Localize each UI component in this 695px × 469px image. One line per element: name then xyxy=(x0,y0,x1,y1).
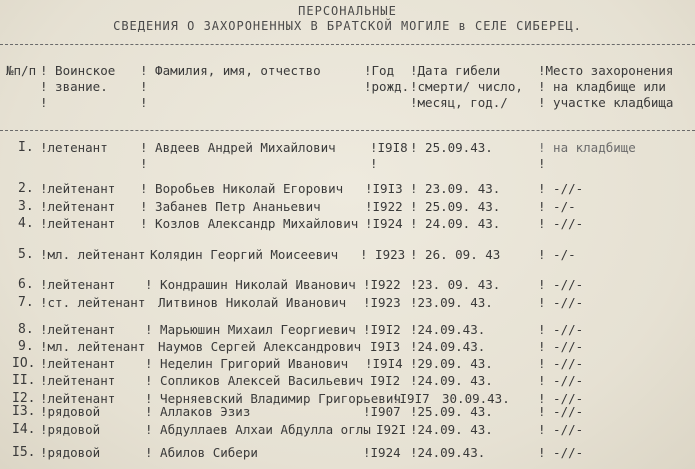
row-num: 7. xyxy=(18,295,34,310)
row-rank: !ст. лейтенант xyxy=(40,295,146,310)
row-year: !I924 xyxy=(365,216,403,231)
header-name-1: ! Фамилия, имя, отчество xyxy=(140,63,321,78)
row-rank: !лейтенант xyxy=(40,356,116,371)
row-name: ! Неделин Григорий Иванович xyxy=(145,356,349,371)
row-num: I5. xyxy=(12,445,36,460)
row-date: !23.09. 43. xyxy=(410,295,493,310)
row-year: !I9I8 xyxy=(370,140,408,155)
row-name: ! Аллаков Эзиз xyxy=(145,404,251,419)
row-num: II. xyxy=(12,373,36,388)
row-name: Колядин Георгий Моисеевич xyxy=(150,247,339,262)
row-year: !I9I3 xyxy=(365,181,403,196)
row-rank: !рядовой xyxy=(40,422,101,437)
row-num: 2. xyxy=(18,181,34,196)
row-place: ! -//- xyxy=(538,445,584,460)
row-num: 4. xyxy=(18,216,34,231)
header-place-3: ! участке кладбища xyxy=(538,95,674,110)
row-num: 8. xyxy=(18,322,34,337)
row-place: ! -//- xyxy=(538,404,584,419)
header-date-1: !Дата гибели xyxy=(410,63,501,78)
row-name: ! Забанев Петр Ананьевич xyxy=(140,199,321,214)
row-place: ! -/- xyxy=(538,247,576,262)
row-rank: !рядовой xyxy=(40,445,101,460)
row-rank: !мл. лейтенант xyxy=(40,339,146,354)
row-date: ! 25.09. 43. xyxy=(410,199,501,214)
row-year: !I9I4 xyxy=(365,356,403,371)
row-date: !24.09.43. xyxy=(410,322,486,337)
row-rank: !лейтенант xyxy=(40,391,116,406)
row-place: ! -//- xyxy=(538,339,584,354)
row-name: ! Абилов Сибери xyxy=(145,445,258,460)
row-rank: !летенант xyxy=(40,140,108,155)
row-place: ! -//- xyxy=(538,277,584,292)
row-year: !I9I7 xyxy=(392,391,430,406)
row-rank: !рядовой xyxy=(40,404,101,419)
row-name: ! Козлов Александр Михайлович xyxy=(140,216,359,231)
row-num: I3. xyxy=(12,404,36,419)
row-place-mark: ! xyxy=(538,156,546,171)
header-date-3: !месяц, год./ xyxy=(410,95,508,110)
row-num: I. xyxy=(18,140,34,155)
header-name-3: ! xyxy=(140,95,148,110)
row-rank: !лейтенант xyxy=(40,181,116,196)
row-year: I9I2 xyxy=(370,373,401,388)
header-year-2: !рожд. xyxy=(364,79,410,94)
row-date: ! 24.09. 43. xyxy=(410,216,501,231)
row-num: I2. xyxy=(12,391,36,406)
row-place: ! -//- xyxy=(538,422,584,437)
header-place-2: ! на кладбище или xyxy=(538,79,666,94)
row-name: ! Воробьев Николай Егорович xyxy=(140,181,344,196)
row-place: ! -//- xyxy=(538,295,584,310)
row-year: !I922 xyxy=(363,277,401,292)
header-year-1: !Год xyxy=(364,63,395,78)
row-year: !I923 xyxy=(363,295,401,310)
row-year: I9I3 xyxy=(370,339,401,354)
row-year-mark: ! xyxy=(370,156,378,171)
row-date: ! 23.09. 43. xyxy=(410,181,501,196)
row-rank: !лейтенант xyxy=(40,277,116,292)
row-year: !I922 xyxy=(365,199,403,214)
row-name: ! Черняевский Владимир Григорьевич xyxy=(145,391,401,406)
row-year: !I9I2 xyxy=(363,322,401,337)
header-name-2: ! xyxy=(140,79,148,94)
row-year: !I907 xyxy=(363,404,401,419)
header-rank-1: ! Воинское xyxy=(40,63,116,78)
row-num: 3. xyxy=(18,199,34,214)
row-name: Наумов Сергей Александрович xyxy=(158,339,362,354)
row-year: I92I xyxy=(376,422,407,437)
row-rank: !лейтенант xyxy=(40,216,116,231)
row-date: !24.09. 43. xyxy=(410,422,493,437)
header-num: №п/п xyxy=(6,63,37,78)
row-name: ! Марьюшин Михаил Георгиевич xyxy=(145,322,356,337)
row-place: ! -//- xyxy=(538,373,584,388)
row-num: 9. xyxy=(18,339,34,354)
row-name: Литвинов Николай Иванович xyxy=(158,295,347,310)
header-rank-3: ! xyxy=(40,95,48,110)
row-place: ! -//- xyxy=(538,181,584,196)
row-name: ! Абдуллаев Алхаи Абдулла оглы xyxy=(145,422,371,437)
row-year: ! I923 xyxy=(360,247,406,262)
row-rank: !лейтенант xyxy=(40,373,116,388)
header-rank-2: ! звание. xyxy=(40,79,108,94)
row-num: 5. xyxy=(18,247,34,262)
row-place: ! -//- xyxy=(538,391,584,406)
row-place: ! на кладбище xyxy=(538,140,636,155)
header-date-2: !смерти/ число, xyxy=(410,79,523,94)
row-date: !24.09.43. xyxy=(410,445,486,460)
row-num: 6. xyxy=(18,277,34,292)
header-top-rule xyxy=(0,44,695,45)
row-name: ! Авдеев Андрей Михайлович xyxy=(140,140,336,155)
row-place: ! -//- xyxy=(538,322,584,337)
document-title-line2: СВЕДЕНИЯ О ЗАХОРОНЕННЫХ В БРАТСКОЙ МОГИЛЕ в СЕЛЕ СИБЕРЕЦ. xyxy=(113,19,582,33)
row-date: !29.09. 43. xyxy=(410,356,493,371)
header-bottom-rule xyxy=(0,130,695,131)
row-date: 30.09.43. xyxy=(442,391,510,406)
row-rank: !мл. лейтенант xyxy=(40,247,146,262)
row-date: !23. 09. 43. xyxy=(410,277,501,292)
row-place: ! -/- xyxy=(538,199,576,214)
row-year: !I924 xyxy=(363,445,401,460)
row-num: IO. xyxy=(12,356,36,371)
row-place: ! -//- xyxy=(538,356,584,371)
row-date: !24.09.43. xyxy=(410,339,486,354)
row-date: !24.09. 43. xyxy=(410,373,493,388)
document-title-line1: ПЕРСОНАЛЬНЫЕ xyxy=(298,4,397,18)
row-name: ! Кондрашин Николай Иванович xyxy=(145,277,356,292)
row-name: ! Сопликов Алексей Васильевич xyxy=(145,373,364,388)
row-name-mark: ! xyxy=(140,156,148,171)
row-rank: !лейтенант xyxy=(40,322,116,337)
row-rank: !лейтенант xyxy=(40,199,116,214)
row-date: ! 25.09.43. xyxy=(410,140,493,155)
row-date: ! 26. 09. 43 xyxy=(410,247,501,262)
row-num: I4. xyxy=(12,422,36,437)
row-date: !25.09. 43. xyxy=(410,404,493,419)
row-place: ! -//- xyxy=(538,216,584,231)
header-place-1: !Место захоронения xyxy=(538,63,674,78)
